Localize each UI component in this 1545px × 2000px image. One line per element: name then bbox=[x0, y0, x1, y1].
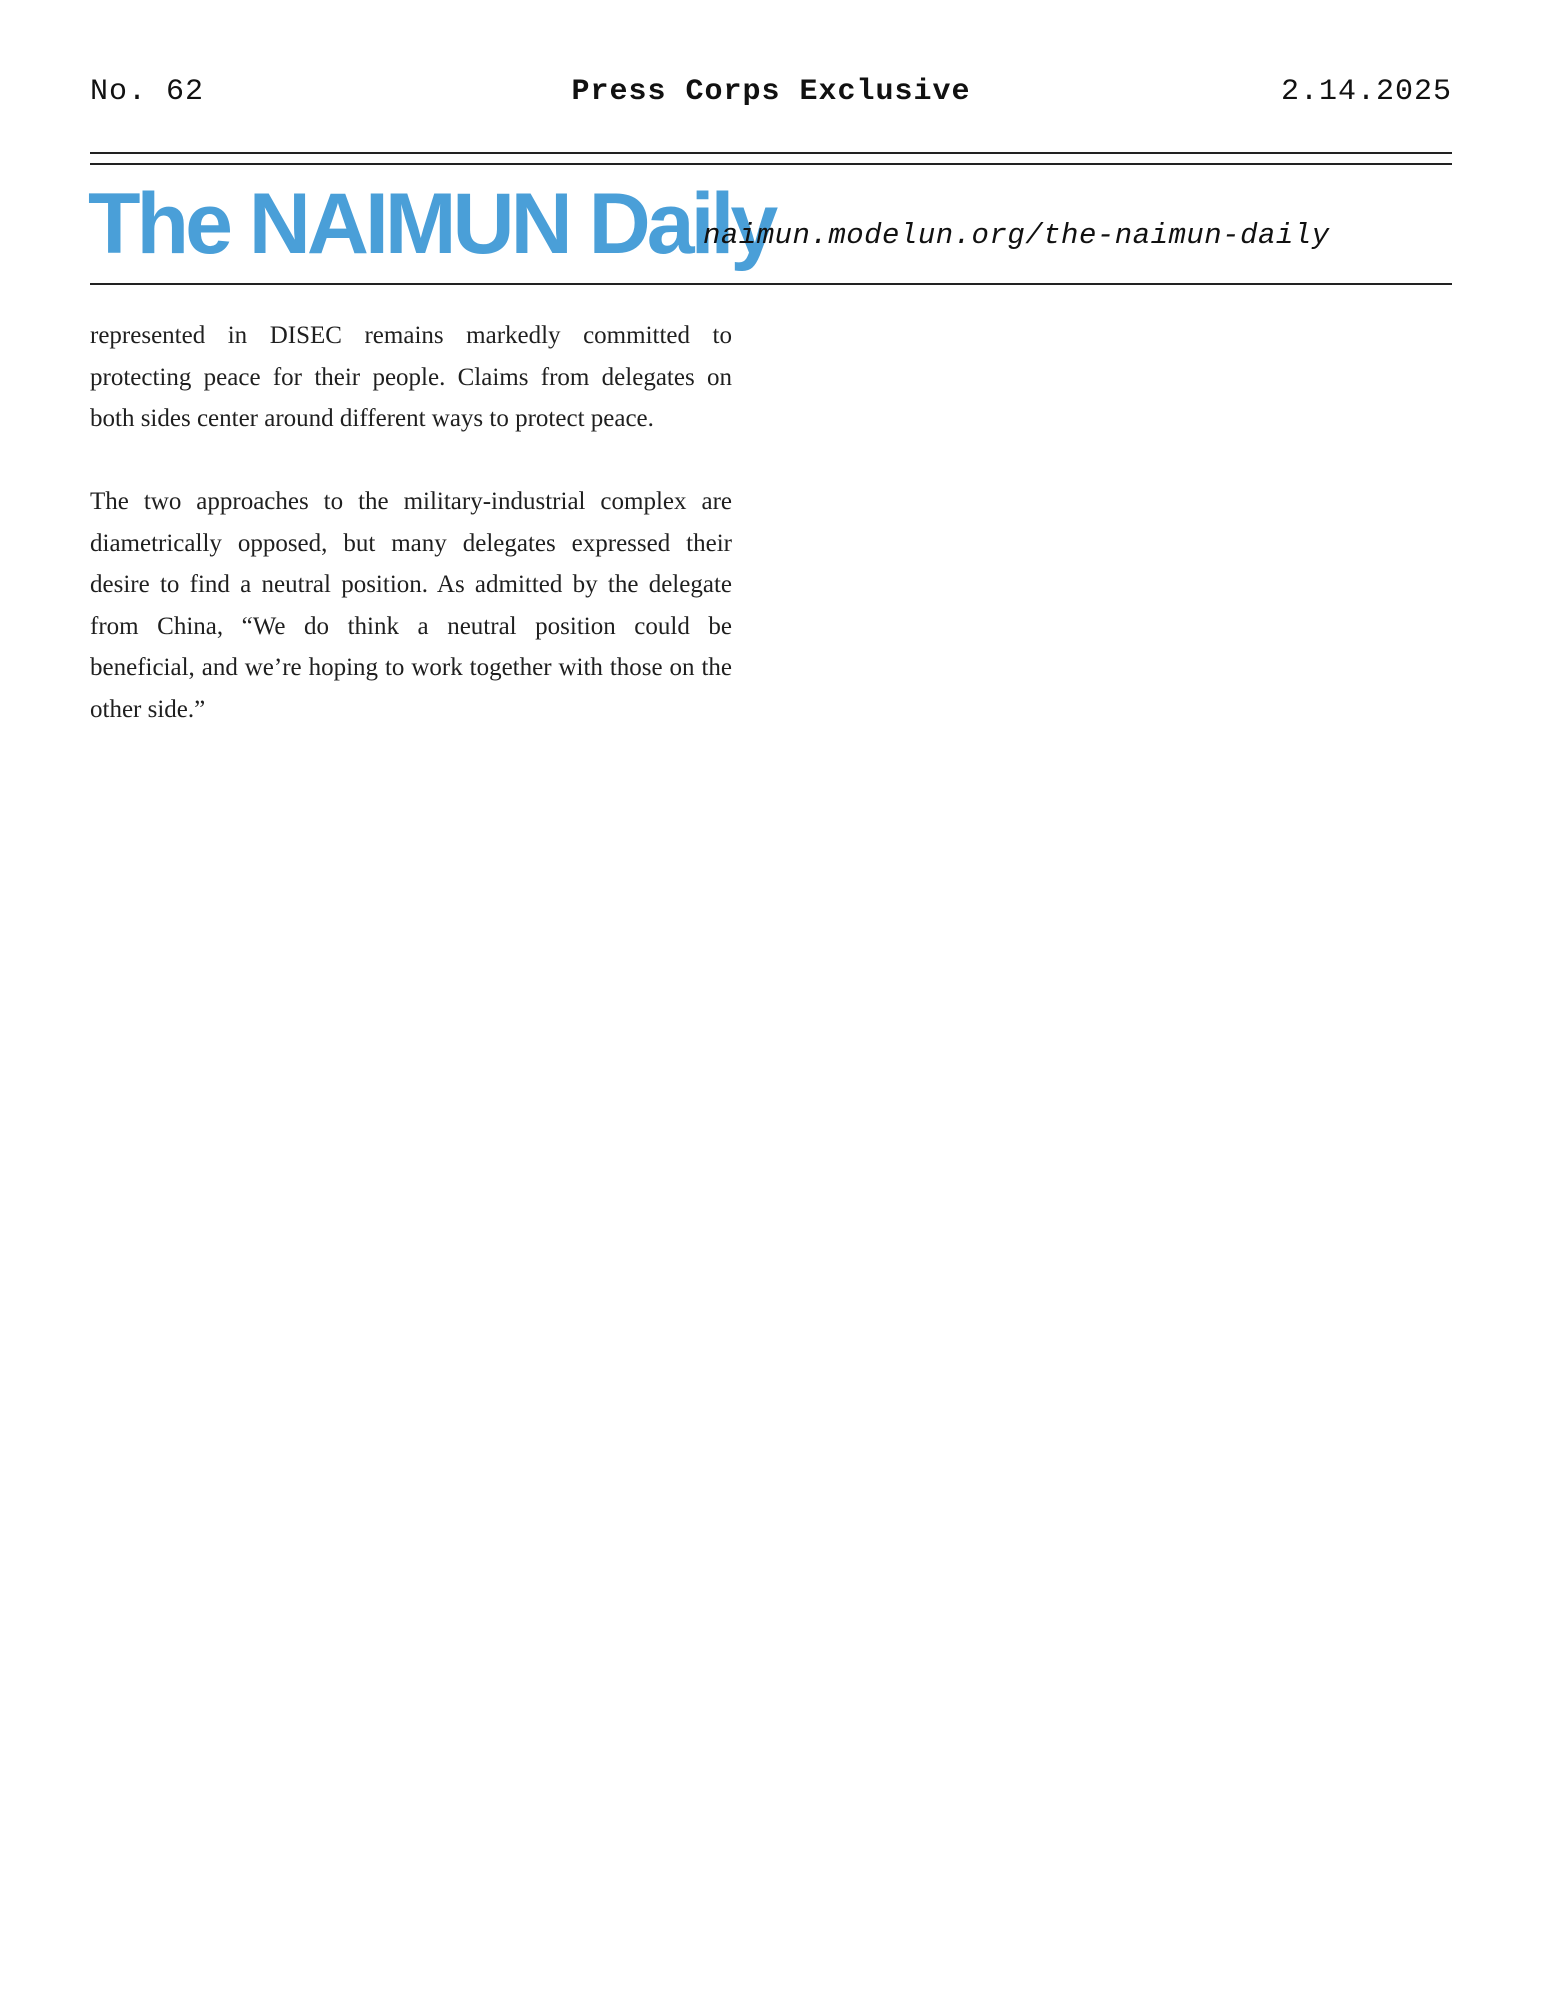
article-paragraph: represented in DISEC remains markedly committed to protecting peace for their people. Claims from delegates on both sides center around different ways to protect peace. bbox=[90, 322, 732, 432]
header-divider-top bbox=[90, 152, 1452, 154]
article-body bbox=[90, 315, 732, 772]
website-url[interactable]: naimun.modelun.org/the-naimun-daily bbox=[703, 219, 1330, 252]
header-divider-second bbox=[90, 163, 1452, 165]
article-paragraph: The two approaches to the military-industrial complex are diametrically opposed, but many delegates expressed their desire to find a neutral position. As admitted by the delegate from China, “We do think a neutral position could be beneficial, and we’re hoping to work together with those on the other side.” bbox=[90, 488, 732, 723]
issue-number: No. 62 bbox=[90, 75, 205, 109]
masthead-divider bbox=[90, 283, 1452, 285]
masthead bbox=[88, 172, 1452, 276]
newspaper-title: The NAIMUN Daily bbox=[88, 176, 775, 272]
issue-date: 2.14.2025 bbox=[1280, 75, 1452, 109]
section-title: Press Corps Exclusive bbox=[571, 75, 971, 109]
issue-header bbox=[90, 70, 1452, 114]
